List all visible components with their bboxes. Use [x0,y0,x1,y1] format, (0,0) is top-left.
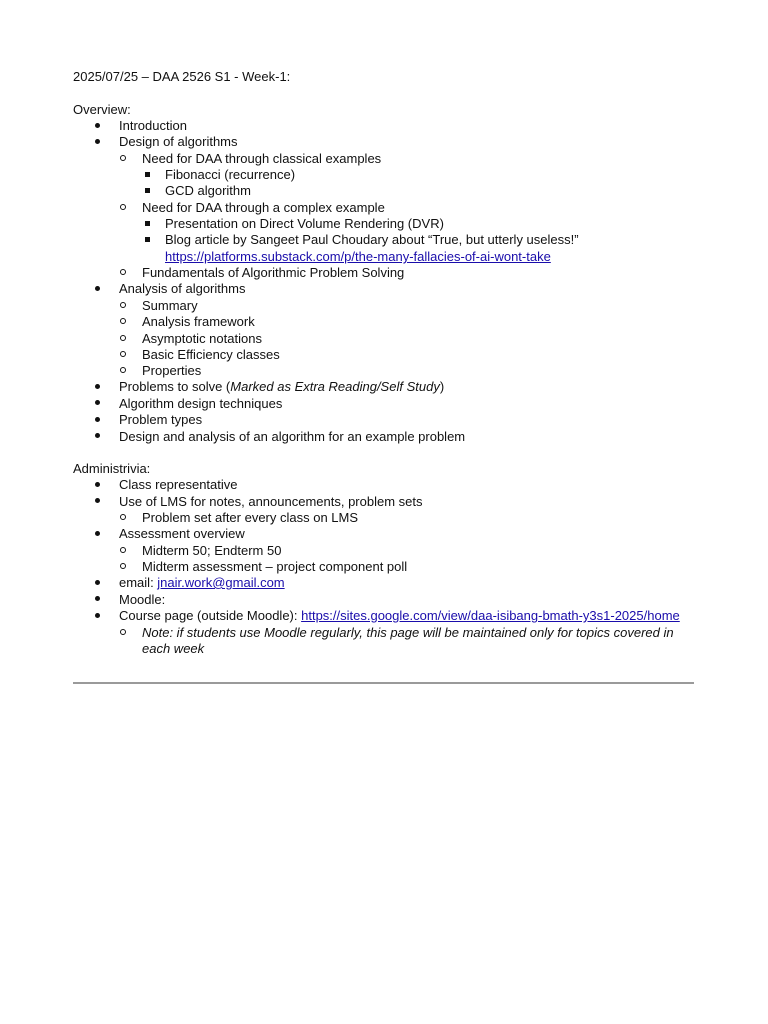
bullet-disc-icon [95,417,100,422]
note-line: each week [142,641,205,656]
course-page-label: Course page (outside Moodle): [119,608,302,623]
bullet-square-icon [145,221,150,226]
bullet-square-icon [145,237,150,242]
bullet-circle-icon [120,269,126,275]
list-item: Basic Efficiency classes [142,347,280,362]
list-item: Analysis of algorithms [119,281,246,296]
administrivia-heading: Administrivia: [73,461,151,476]
bullet-square-icon [145,188,150,193]
list-item: Fundamentals of Algorithmic Problem Solving [142,265,405,280]
bullet-circle-icon [120,204,126,210]
bullet-circle-icon [120,351,126,357]
bullet-disc-icon [95,286,100,291]
bullet-square-icon [145,172,150,177]
list-item: Midterm assessment – project component poll [142,559,408,574]
bullet-circle-icon [120,367,126,373]
bullet-disc-icon [95,433,100,438]
list-item: Need for DAA through a complex example [142,200,385,215]
problems-prefix: Problems to solve ( [119,379,231,394]
list-item [119,575,285,591]
bullet-disc-icon [95,613,100,618]
bullet-circle-icon [120,629,126,635]
list-item: Algorithm design techniques [119,396,283,411]
list-item: Asymptotic notations [142,331,262,346]
list-item: Analysis framework [142,314,255,329]
bullet-disc-icon [95,498,100,503]
problems-italic-note: Marked as Extra Reading/Self Study [230,379,440,394]
list-item: Moodle: [119,592,166,607]
list-item: Assessment overview [119,526,245,541]
bullet-disc-icon [95,384,100,389]
bullet-circle-icon [120,563,126,569]
bullet-disc-icon [95,139,100,144]
list-item [119,379,444,395]
bullet-circle-icon [120,335,126,341]
bullet-disc-icon [95,482,100,487]
list-item: Class representative [119,477,238,492]
list-item: Need for DAA through classical examples [142,151,382,166]
list-item: Midterm 50; Endterm 50 [142,543,282,558]
list-item: Fibonacci (recurrence) [165,167,296,182]
bullet-disc-icon [95,531,100,536]
list-item: Design of algorithms [119,134,238,149]
blog-article-link[interactable]: https://platforms.substack.com/p/the-many-fallacies-of-ai-wont-take [165,249,551,264]
email-label: email: [119,575,158,590]
bullet-circle-icon [120,302,126,308]
note-line: Note: if students use Moodle regularly, this page will be maintained only for topics covered in [142,625,674,640]
document-title: 2025/07/25 – DAA 2526 S1 - Week-1: [73,69,291,84]
overview-heading: Overview: [73,102,131,117]
list-item: Summary [142,298,198,313]
bullet-circle-icon [120,547,126,553]
list-item: Problem types [119,412,203,427]
list-item: Problem set after every class on LMS [142,510,359,525]
bullet-circle-icon [120,155,126,161]
list-item: GCD algorithm [165,183,251,198]
bullet-disc-icon [95,596,100,601]
list-item: Presentation on Direct Volume Rendering (DVR) [165,216,444,231]
bullet-disc-icon [95,580,100,585]
list-item: Properties [142,363,202,378]
course-page-link[interactable]: https://sites.google.com/view/daa-isibang-bmath-y3s1-2025/home [301,608,680,623]
list-item: Use of LMS for notes, announcements, problem sets [119,494,423,509]
bullet-circle-icon [120,514,126,520]
list-item: Introduction [119,118,187,133]
list-item: Design and analysis of an algorithm for an example problem [119,429,466,444]
bullet-circle-icon [120,318,126,324]
horizontal-rule [73,682,694,684]
problems-suffix: ) [439,379,445,394]
email-link[interactable]: jnair.work@gmail.com [157,575,285,590]
list-item [119,608,680,624]
list-item: Blog article by Sangeet Paul Choudary about “True, but utterly useless!” [165,232,579,247]
bullet-disc-icon [95,400,100,405]
bullet-disc-icon [95,123,100,128]
